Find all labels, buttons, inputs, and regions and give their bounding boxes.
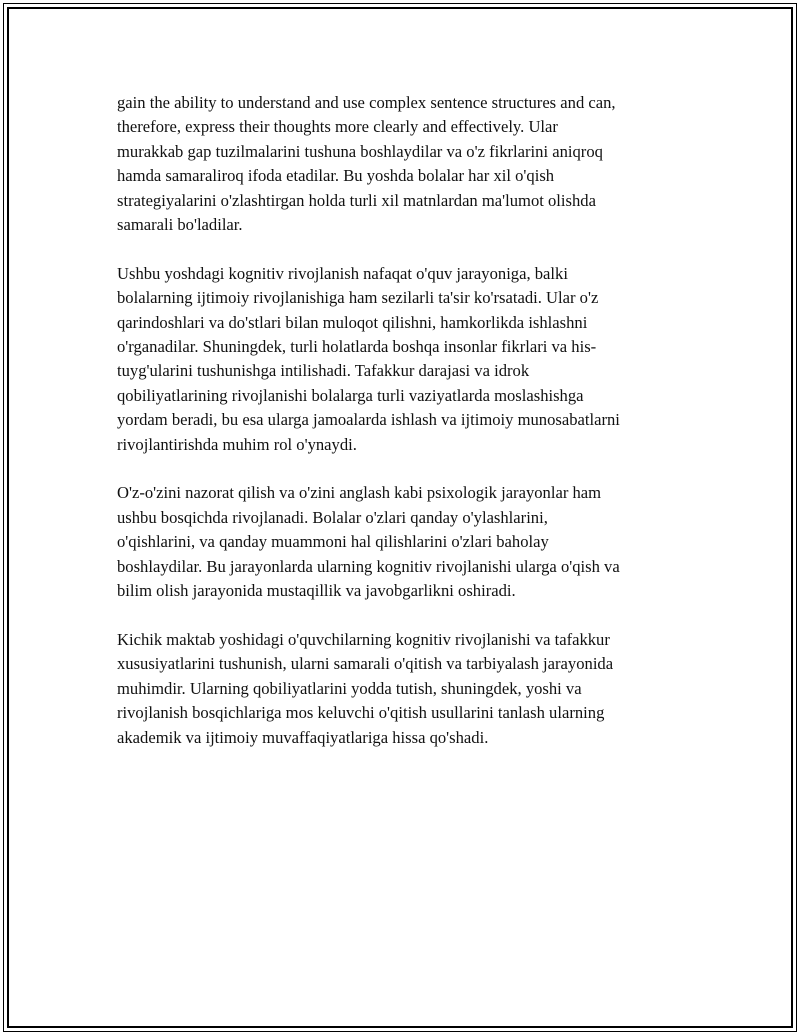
text-line: hamda samaraliroq ifoda etadilar. Bu yoshda bolalar har xil o'qish (117, 166, 555, 186)
text-line: rivojlantirishda muhim rol o'ynaydi. (117, 434, 357, 454)
text-line: bilim olish jarayonida mustaqillik va javobgarlikni oshiradi. (117, 581, 516, 601)
text-line: tuyg'ularini tushunishga intilishadi. Tafakkur darajasi va idrok (117, 361, 530, 381)
text-line: therefore, express their thoughts more clearly and effectively. Ular (117, 117, 558, 137)
paragraph-1 (117, 91, 683, 237)
paragraph-3 (117, 481, 683, 603)
text-line: akademik va ijtimoiy muvaffaqiyatlariga hissa qo'shadi. (117, 727, 489, 747)
text-line: samarali bo'ladilar. (117, 215, 243, 235)
paragraph-2 (117, 262, 683, 457)
text-line: boshlaydilar. Bu jarayonlarda ularning kognitiv rivojlanishi ularga o'qish va (117, 556, 620, 576)
text-line: gain the ability to understand and use complex sentence structures and can, (117, 93, 616, 112)
text-line: qobiliyatlarining rivojlanishi bolalarga turli vaziyatlarda moslashishga (117, 385, 584, 405)
text-line: o'qishlarini, va qanday muammoni hal qilishlarini o'zlari baholay (117, 532, 549, 552)
text-line: ushbu bosqichda rivojlanadi. Bolalar o'zlari qanday o'ylashlarini, (117, 507, 548, 527)
text-line: strategiyalarini o'zlashtirgan holda turli xil matnlardan ma'lumot olishda (117, 190, 596, 210)
text-line: muhimdir. Ularning qobiliyatlarini yodda tutish, shuningdek, yoshi va (117, 678, 582, 698)
text-line: qarindoshlari va do'stlari bilan muloqot qilishni, hamkorlikda ishlashni (117, 312, 588, 332)
text-line: Kichik maktab yoshidagi o'quvchilarning kognitiv rivojlanishi va tafakkur (117, 629, 610, 649)
text-line: rivojlanish bosqichlariga mos keluvchi o'qitish usullarini tanlash ularning (117, 703, 605, 723)
document-body (117, 91, 683, 774)
text-line: O'z-o'zini nazorat qilish va o'zini anglash kabi psixologik jarayonlar ham (117, 483, 602, 503)
text-line: xususiyatlarini tushunish, ularni samarali o'qitish va tarbiyalash jarayonida (117, 654, 614, 674)
text-line: murakkab gap tuzilmalarini tushuna boshlaydilar va o'z fikrlarini aniqroq (117, 141, 603, 161)
paragraph-4 (117, 628, 683, 750)
text-line: o'rganadilar. Shuningdek, turli holatlarda boshqa insonlar fikrlari va his- (117, 337, 597, 357)
text-line: Ushbu yoshdagi kognitiv rivojlanish nafaqat o'quv jarayoniga, balki (117, 263, 568, 283)
text-line: bolalarning ijtimoiy rivojlanishiga ham sezilarli ta'sir ko'rsatadi. Ular o'z (117, 288, 599, 308)
text-line: yordam beradi, bu esa ularga jamoalarda ishlash va ijtimoiy munosabatlarni (117, 410, 620, 430)
